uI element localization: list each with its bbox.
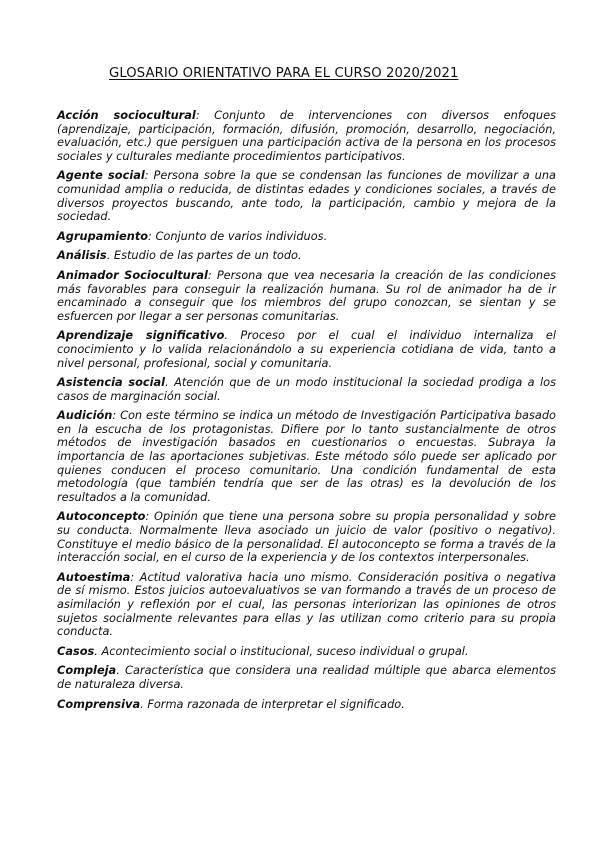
glossary-term: Agrupamiento (57, 228, 149, 243)
term-separator: : (195, 108, 200, 122)
glossary-term: Acción sociocultural (57, 108, 196, 122)
glossary-entry (57, 409, 556, 504)
glossary-entry (57, 571, 556, 639)
glossary-definition: Persona sobre la que se condensan las funciones de movilizar a una comunidad amplia o reducida, de distintas edades y condiciones sociales, a través de diversos proyectos buscando, ante todo, la participación, cambio y mejora de la sociedad. (57, 168, 557, 224)
document-title: GLOSARIO ORIENTATIVO PARA EL CURSO 2020/2021 (109, 66, 459, 81)
glossary-definition: Persona que vea necesaria la creación de las condiciones más favorables para conseguir la realización humana. Su rol de animador ha de ir encaminado a conseguir que los miembros del grupo conozcan, se sientan y se esfuercen por llegar a ser personas comunitarias. (57, 267, 556, 323)
glossary-definition: Con este término se indica un método de Investigación Participativa basado en la escucha de los protagonistas. Difiere por lo tanto sustancialmente de otros métodos de investigación basados en cuestionarios o encuestas. Subraya la importancia de las aportaciones subjetivas. Este método sólo puede ser aplicado por quienes conducen el proceso comunitario. Una condición fundamental de esta metodología (que también tendría que ser de las otras) es la devolución de los resultados a la comunidad. (57, 408, 556, 504)
glossary-entry (57, 269, 556, 323)
glossary-term: Asistencia social (57, 375, 166, 390)
term-separator: : (130, 569, 135, 584)
glossary-list (57, 109, 556, 711)
glossary-definition: Opinión que tiene una persona sobre su propia personalidad y sobre su conducta. Normalmente lleva asociado un juicio de valor (positivo o negativo). Constituye el medio básico de la personalidad. El autoconcepto se forma a través de la interacción social, en el curso de la experiencia y de los contextos interpersonales. (57, 509, 556, 565)
term-separator: : (207, 267, 212, 282)
glossary-term: Agente social (57, 168, 145, 183)
glossary-term: Comprensiva (57, 696, 141, 711)
document-page (57, 0, 556, 717)
glossary-term: Análisis (57, 248, 107, 263)
term-separator: : (145, 509, 150, 524)
glossary-term: Animador Sociocultural (57, 267, 208, 282)
glossary-term: Autoestima (57, 569, 131, 584)
term-separator: : (112, 408, 117, 423)
glossary-definition: Conjunto de intervenciones con diversos enfoques (aprendizaje, participación, formación, difusión, promoción, desarrollo, negociación, evaluación, etc.) que persiguen una participación activa de la persona en los procesos sociales y culturales mediante procedimientos participativos. (57, 108, 556, 163)
glossary-definition: Estudio de las partes de un todo. (110, 248, 302, 263)
glossary-definition: Proceso por el cual el individuo internaliza el conocimiento y lo valida relacionándolo a su experiencia cotidiana de vida, tanto a nivel personal, profesional, social y comunitaria. (57, 328, 556, 370)
glossary-term: Autoconcepto (57, 509, 146, 524)
glossary-definition: Atención que de un modo institucional la sociedad prodiga a los casos de marginación social. (57, 375, 557, 403)
glossary-entry (57, 510, 556, 564)
glossary-entry (57, 169, 556, 223)
glossary-definition: Forma razonada de interpretar el significado. (143, 696, 405, 711)
glossary-entry (57, 329, 556, 370)
glossary-entry (57, 230, 556, 244)
glossary-definition: Característica que considera una realidad múltiple que abarca elementos de naturaleza diversa. (57, 663, 556, 691)
glossary-definition: Conjunto de varios individuos. (151, 228, 328, 243)
glossary-definition: Actitud valorativa hacia uno mismo. Consideración positiva o negativa de sí mismo. Estos juicios autoevaluativos se van formando a través de un proceso de asimilación y reflexión por el cual, las personas interiorizan las opiniones de otros sujetos socialmente relevantes para ellas y las utilizan como criterio para su propia conducta. (57, 569, 556, 639)
glossary-entry (57, 376, 556, 403)
term-separator: . (224, 328, 228, 343)
glossary-term: Casos (57, 643, 95, 658)
glossary-entry (57, 109, 556, 163)
glossary-definition: Acontecimiento social o institucional, suceso individual o grupal. (97, 643, 469, 658)
glossary-entry (57, 664, 556, 691)
term-separator: : (148, 228, 152, 243)
term-separator: . (94, 643, 98, 658)
glossary-term: Aprendizaje significativo (57, 328, 225, 343)
glossary-term: Compleja (57, 663, 117, 678)
term-separator: . (106, 248, 111, 263)
glossary-entry (57, 645, 556, 659)
glossary-entry (57, 698, 556, 712)
term-separator: : (144, 168, 149, 183)
term-separator: . (165, 375, 169, 390)
term-separator: . (140, 696, 144, 711)
glossary-entry (57, 249, 556, 263)
term-separator: . (116, 663, 120, 678)
glossary-term: Audición (57, 408, 113, 423)
